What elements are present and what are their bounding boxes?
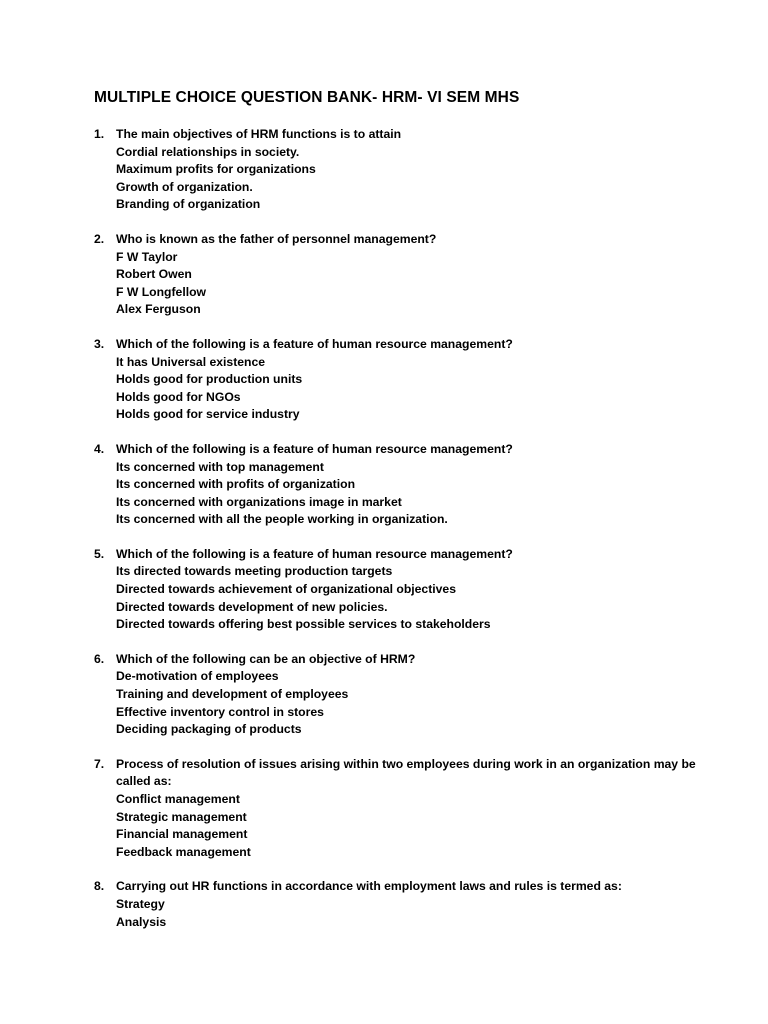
question-8	[94, 878, 734, 931]
answer-options	[116, 896, 734, 931]
question-number: 8.	[94, 879, 105, 894]
answer-option: Holds good for production units	[116, 372, 303, 387]
answer-option: Maximum profits for organizations	[116, 162, 316, 177]
answer-option: Its concerned with top management	[116, 459, 324, 474]
question-text: Carrying out HR functions in accordance with employment laws and rules is termed as:	[116, 879, 622, 894]
answer-option: Its concerned with profits of organization	[116, 477, 356, 492]
answer-option: De-motivation of employees	[116, 669, 279, 684]
page-title: MULTIPLE CHOICE QUESTION BANK- HRM- VI SEM MHS	[94, 89, 520, 106]
answer-options	[116, 354, 734, 424]
question-number: 2.	[94, 231, 105, 246]
question-text: Process of resolution of issues arising within two employees during work in an organization may be called as:	[116, 756, 696, 789]
question-3	[94, 336, 734, 424]
question-number: 7.	[94, 756, 105, 771]
answer-option: Effective inventory control in stores	[116, 704, 324, 719]
answer-option: Financial management	[116, 827, 248, 842]
question-list	[94, 126, 734, 948]
question-1	[94, 126, 734, 214]
question-number: 3.	[94, 336, 105, 351]
answer-option: Growth of organization.	[116, 179, 253, 194]
question-6	[94, 651, 734, 739]
answer-options	[116, 249, 734, 319]
answer-option: Deciding packaging of products	[116, 722, 302, 737]
question-number: 5.	[94, 546, 105, 561]
question-7	[94, 756, 734, 862]
answer-options	[116, 144, 734, 214]
answer-option: It has Universal existence	[116, 354, 266, 369]
question-text: Which of the following is a feature of human resource management?	[116, 546, 513, 561]
answer-option: Training and development of employees	[116, 687, 349, 702]
answer-option: Directed towards development of new policies.	[116, 599, 388, 614]
answer-option: Branding of organization	[116, 197, 261, 212]
answer-options	[116, 563, 734, 633]
answer-option: F W Longfellow	[116, 284, 207, 299]
answer-option: Conflict management	[116, 792, 240, 806]
question-text: Which of the following is a feature of human resource management?	[116, 441, 513, 456]
answer-options	[116, 459, 734, 529]
answer-option: Alex Ferguson	[116, 302, 201, 317]
question-text: The main objectives of HRM functions is to attain	[116, 127, 402, 141]
answer-option: Its concerned with all the people working in organization.	[116, 512, 448, 527]
answer-option: Its directed towards meeting production targets	[116, 564, 393, 579]
question-text: Who is known as the father of personnel management?	[116, 231, 437, 246]
answer-option: Feedback management	[116, 844, 251, 859]
answer-option: Holds good for NGOs	[116, 389, 241, 404]
question-4	[94, 441, 734, 529]
answer-options	[116, 668, 734, 738]
answer-option: Strategic management	[116, 809, 247, 824]
question-text: Which of the following can be an objective of HRM?	[116, 651, 416, 666]
answer-option: F W Taylor	[116, 249, 178, 264]
answer-option: Directed towards achievement of organizational objectives	[116, 582, 456, 597]
question-number: 4.	[94, 441, 105, 456]
answer-option: Robert Owen	[116, 267, 192, 282]
answer-option: Cordial relationships in society.	[116, 144, 300, 159]
answer-option: Directed towards offering best possible services to stakeholders	[116, 617, 491, 632]
answer-option: Holds good for service industry	[116, 407, 300, 422]
question-text: Which of the following is a feature of human resource management?	[116, 336, 513, 351]
question-number: 1.	[94, 127, 105, 141]
question-number: 6.	[94, 651, 105, 666]
answer-option: Its concerned with organizations image in market	[116, 494, 402, 509]
answer-option: Strategy	[116, 896, 165, 911]
question-5	[94, 546, 734, 634]
question-2	[94, 231, 734, 319]
answer-options	[116, 791, 734, 861]
answer-option: Analysis	[116, 914, 167, 929]
